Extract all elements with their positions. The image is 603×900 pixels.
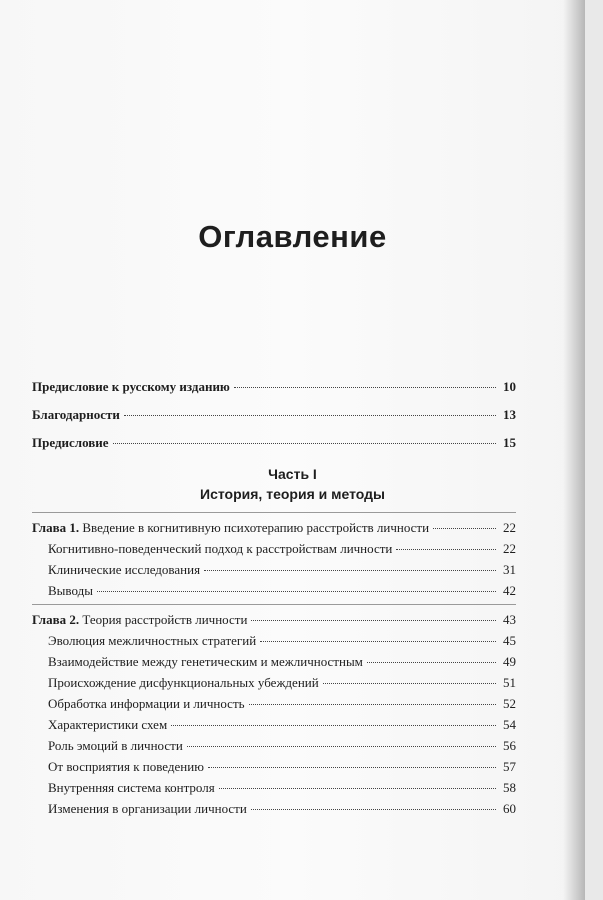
dot-leader (433, 528, 496, 529)
part-title: История, теория и методы (200, 486, 385, 502)
page-title: Оглавление (198, 219, 387, 254)
dot-leader (323, 683, 496, 684)
toc-entry-chapter-1[interactable]: Глава 1. Введение в когнитивную психотерапию расстройств личности 22 (32, 520, 516, 535)
dot-leader (171, 725, 496, 726)
dot-leader (396, 549, 496, 550)
toc-entry-section[interactable]: Характеристики схем 54 (48, 717, 516, 732)
dot-leader (234, 387, 496, 388)
dot-leader (124, 415, 496, 416)
toc-entry-section[interactable]: Когнитивно-поведенческий подход к расстройствам личности 22 (48, 541, 516, 556)
dot-leader (208, 767, 496, 768)
part-number: Часть I (268, 466, 317, 482)
front-matter-list (32, 376, 516, 397)
page-binding-shadow (563, 0, 585, 900)
dot-leader (219, 788, 496, 789)
dot-leader (260, 641, 496, 642)
toc-entry-section[interactable]: От восприятия к поведению 57 (48, 759, 516, 774)
dot-leader (113, 443, 496, 444)
dot-leader (249, 704, 496, 705)
toc-entry-section[interactable]: Роль эмоций в личности 56 (48, 738, 516, 753)
dot-leader (97, 591, 496, 592)
toc-entry-section[interactable]: Внутренняя система контроля 58 (48, 780, 516, 795)
chapter-1 (32, 517, 516, 601)
chapter-2 (32, 609, 516, 819)
toc-entry-section[interactable]: Обработка информации и личность 52 (48, 696, 516, 711)
toc-entry-section[interactable]: Изменения в организации личности 60 (48, 801, 516, 816)
dot-leader (187, 746, 496, 747)
toc-entry-section[interactable]: Эволюция межличностных стратегий 45 (48, 633, 516, 648)
toc-entry-acknowledgments[interactable]: Благодарности 13 (32, 407, 516, 422)
toc-entry-section[interactable]: Клинические исследования 31 (48, 562, 516, 577)
dot-leader (251, 809, 496, 810)
toc-entry-chapter-2[interactable]: Глава 2. Теория расстройств личности 43 (32, 612, 516, 627)
dot-leader (251, 620, 496, 621)
divider (32, 512, 516, 513)
dot-leader (204, 570, 496, 571)
toc-entry-preface-russian[interactable]: Предисловие к русскому изданию 10 (32, 379, 516, 394)
toc-entry-section[interactable]: Происхождение дисфункциональных убеждений 51 (48, 675, 516, 690)
divider (32, 604, 516, 605)
toc-entry-preface[interactable]: Предисловие 15 (32, 435, 516, 450)
toc-entry-section[interactable]: Выводы 42 (48, 583, 516, 598)
toc-entry-section[interactable]: Взаимодействие между генетическим и межличностным 49 (48, 654, 516, 669)
dot-leader (367, 662, 496, 663)
